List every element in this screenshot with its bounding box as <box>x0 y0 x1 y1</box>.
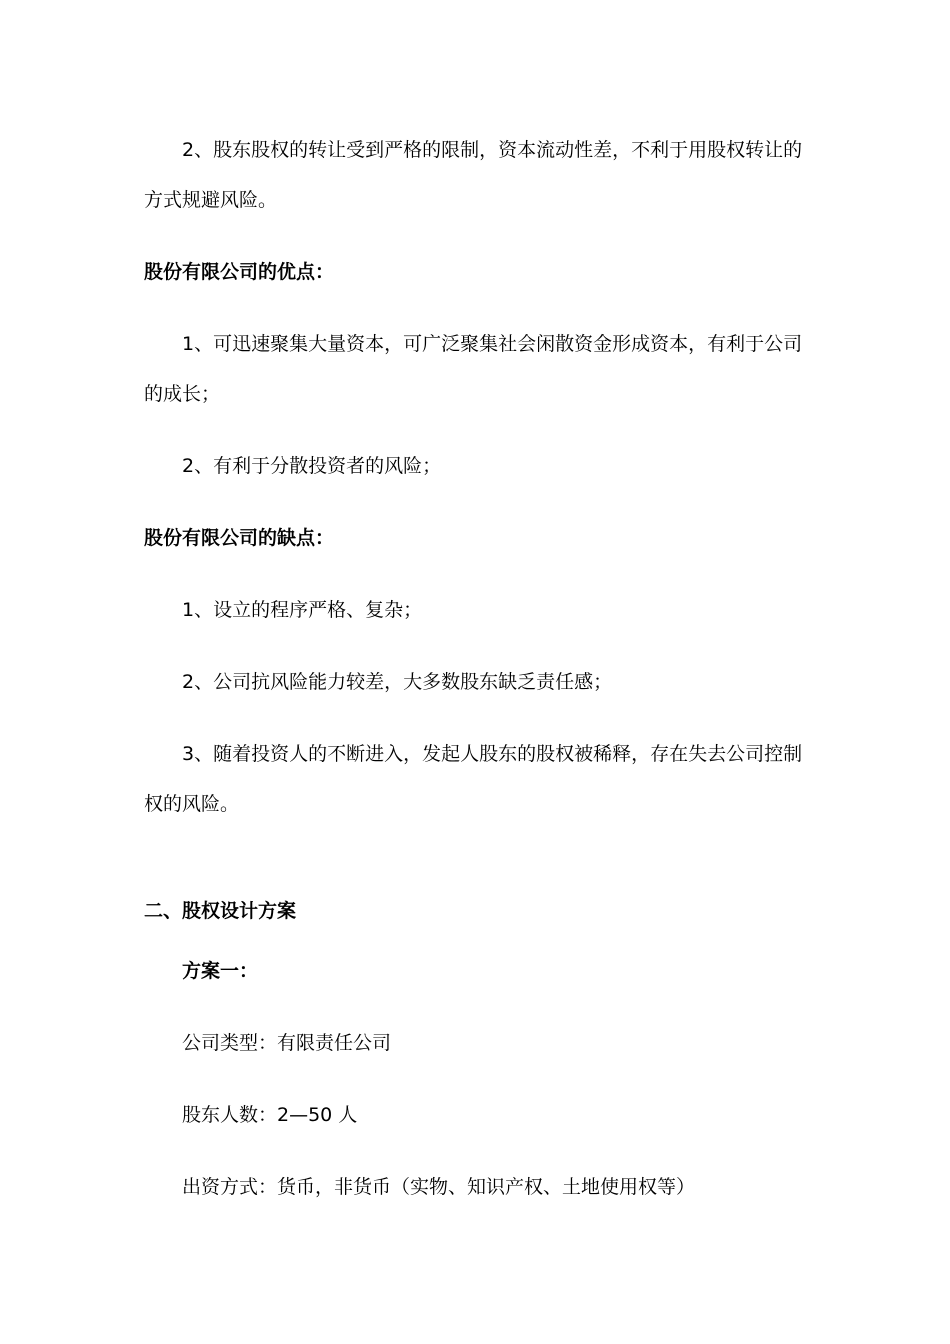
shareholder-count: 股东人数：2—50 人 <box>182 1104 358 1126</box>
section-heading: 二、股权设计方案 <box>144 900 297 922</box>
contribution-method: 出资方式：货币，非货币（实物、知识产权、土地使用权等） <box>182 1176 696 1198</box>
pros-item-1-line-1: 1、可迅速聚集大量资本，可广泛聚集社会闲散资金形成资本，有利于公司 <box>182 333 803 355</box>
cons-item-3-line-1: 3、随着投资人的不断进入，发起人股东的股权被稀释，存在失去公司控制 <box>182 743 803 765</box>
joint-stock-pros-heading: 股份有限公司的优点： <box>144 261 335 283</box>
company-type: 公司类型：有限责任公司 <box>182 1032 392 1054</box>
limited-cons-item-2-line-2: 方式规避风险。 <box>144 189 278 211</box>
plan-one-heading: 方案一： <box>182 960 259 982</box>
joint-stock-cons-heading: 股份有限公司的缺点： <box>144 527 335 549</box>
pros-item-1-line-2: 的成长； <box>144 383 221 405</box>
pros-item-2: 2、有利于分散投资者的风险； <box>182 455 442 477</box>
cons-item-3-line-2: 权的风险。 <box>144 793 240 815</box>
limited-cons-item-2-line-1: 2、股东股权的转让受到严格的限制，资本流动性差，不利于用股权转让的 <box>182 139 803 161</box>
cons-item-1: 1、设立的程序严格、复杂； <box>182 599 423 621</box>
cons-item-2: 2、公司抗风险能力较差，大多数股东缺乏责任感； <box>182 671 613 693</box>
